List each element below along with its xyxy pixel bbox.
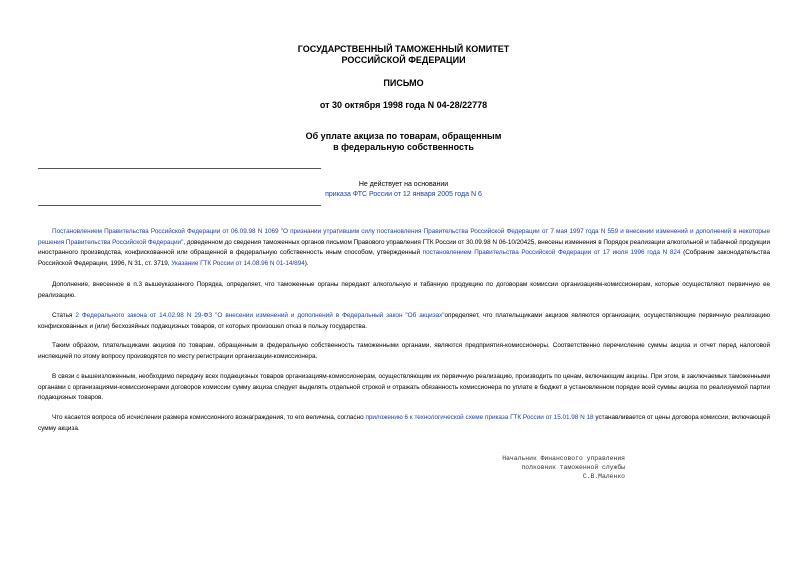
p1-text-3: ).: [304, 259, 309, 267]
p1-link-decree-824[interactable]: постановлением Правительства Российской Федерации от 17 июля 1996 года N 824: [422, 249, 681, 257]
paragraph-6: [38, 413, 770, 434]
document-date: от 30 октября 1998 года N 04-28/22778: [319, 100, 488, 110]
p3-link-federal-law[interactable]: 2 Федерального закона от 14.02.98 N 29-ФЗ "О внесении изменений и дополнений в Федеральный закон "Об акцизах": [75, 312, 445, 319]
document-title-line-1: Об уплате акциза по товарам, обращенным: [305, 131, 502, 141]
paragraph-5: В связи с вышеизложенным, необходимо передачу всех подакцизных товаров организациям-комиссионерам, осуществляющим их первичную реализацию, производить по ценам, включающим акцизы. При этом, в заключаемых таможенными органами с организациями-комиссионерами договоров комиссии сумму акциза следует выделять отдельной строкой и отражать обязанность комиссионера по уплате в бюджет в установленном порядке всей суммы акциза по реализуемой партии подакцизных товаров.: [38, 373, 770, 402]
document-type: ПИСЬМО: [383, 78, 424, 88]
p3-text-1: Статья: [52, 312, 76, 319]
p1-text-1: , доведенном до сведения таможенных органов письмом Правового управления ГТК России от 30.09.98 N 06-10/20425, внесены изменения в Порядок реализации алкогольной и табачной продукции иностранного производства, конфискованной или обращенной в федеральную собственность иным способом, утвержденный: [38, 238, 770, 257]
p6-link-appendix[interactable]: приложению 6 к технологической схеме приказа ГТК России от 15.01.98 N 18: [365, 414, 594, 421]
paragraph-3: [38, 311, 770, 332]
status-link[interactable]: приказа ФТС России от 12 января 2005 года N 6: [325, 191, 482, 198]
divider-bottom: [38, 205, 321, 206]
paragraph-4: Таким образом, плательщиками акцизов по товарам, обращенным в федеральную собственность таможенными органами, являются предприятия-комиссионеры. Соответственно перечисление суммы акциза и отчет перед налоговой инспекцией по этому вопросу производятся по месту регистрации организации-комиссионера.: [38, 342, 770, 360]
divider-top: [38, 168, 321, 169]
p1-link-decree-1069[interactable]: Постановлением Правительства Российской Федерации от 06.09.98 N 1069 "О признании утратившим силу постановления Правительства Российской Федерации от 7 мая 1997 года N 559 и внесении изменений и дополнений в некоторые решения Правительства Российской Федерации": [38, 228, 770, 246]
paragraph-2: Дополнение, внесенное в п.3 вышеуказанного Порядка, определяет, что таможенные органы передают алкогольную и табачную продукцию по договорам комиссии организациям-комиссионерам, которые осуществляют первичную ее реализацию.: [38, 281, 770, 299]
p1-link-gtk-instruction[interactable]: Указание ГТК России от 14.08.96 N 01-14/894: [171, 259, 305, 267]
document-title-line-2: в федеральную собственность: [333, 142, 474, 152]
status-link-wrap: [0, 190, 807, 200]
p1-text-2: (Собрание законодательства Российской Федерации, 1996, N 31, ст. 3719,: [38, 249, 770, 267]
signature-rank: полковник таможенной службы: [521, 464, 625, 471]
paragraph-1: [38, 227, 770, 269]
signature-position: Начальник Финансового управления: [502, 455, 625, 462]
issuer-line-2: РОССИЙСКОЙ ФЕДЕРАЦИИ: [341, 55, 466, 65]
p3-text-2: определяет, что плательщиками акцизов являются организации, осуществляющие первичную реализацию конфискованных и (или) бесхозяйных подакцизных товаров, от которых произошел отказ в пользу государства.: [38, 312, 771, 330]
signature-name: С.В.Маленко: [582, 473, 625, 480]
status-text: Не действует на основании: [358, 181, 449, 188]
issuer-line-1: ГОСУДАРСТВЕННЫЙ ТАМОЖЕННЫЙ КОМИТЕТ: [297, 44, 510, 54]
p6-text-1: Что касается вопроса об исчислении размера комиссионного вознаграждения, то его величина, согласно: [52, 414, 366, 421]
p6-text-2: устанавливается от цены договора комиссии, включающей сумму акциза.: [38, 414, 770, 432]
